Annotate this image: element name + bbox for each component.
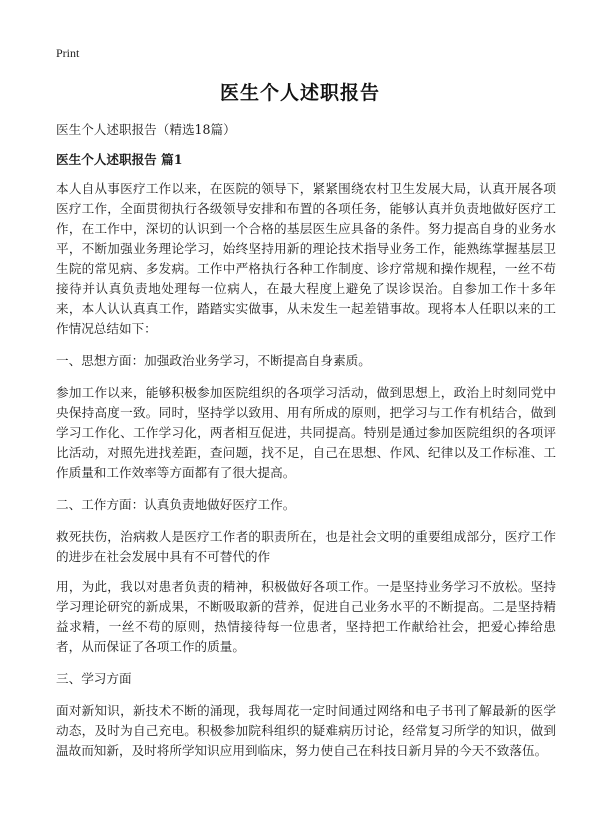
point-heading-study: 三、学习方面 [56, 671, 132, 686]
paragraph-intro: 本人自从事医疗工作以来，在医院的领导下，紧紧围绕农村卫生发展大局，认真开展各项医疗工作，全面贯彻执行各级领导安排和布置的各项任务，能够认真并负责地做好医疗工作，在工作中，深切的认识到一个合格的基层医生应具备的条件。努力提高自身的业务水平，不断加强业务理论学习，始终坚持用新的理论技术指导业务工作，能熟练掌握基层卫生院的常见病、多发病。工作中严格执行各种工作制度、诊疗常规和操作规程，一丝不苟接待并认真负责地处理每一位病人，在最大程度上避免了误诊误治。自参加工作十多年来，本人认认真真工作，踏踏实实做事，从未发生一起差错事故。现将本人任职以来的工作情况总结如下： [56, 181, 556, 336]
document-body [56, 120, 556, 773]
point-heading-work: 二、工作方面：认真负责地做好医疗工作。 [56, 497, 296, 512]
section-heading: 医生个人述职报告 篇1 [56, 152, 183, 167]
document-subtitle: 医生个人述职报告（精选18篇） [56, 122, 236, 137]
paragraph-work-part2: 用，为此，我以对患者负责的精神，积极做好各项工作。一是坚持业务学习不放松。坚持学习理论研究的新成果，不断吸取新的营养，促进自己业务水平的不断提高。二是坚持精益求精，一丝不苟的原则，热情接待每一位患者，坚持把工作献给社会，把爱心捧给患者，从而保证了各项工作的质量。 [56, 579, 556, 654]
paragraph-study: 面对新知识，新技术不断的涌现，我每周花一定时间通过网络和电子书刊了解最新的医学动态，及时为自己充电。积极参加院科组织的疑难病历讨论，经常复习所学的知识，做到温故而知新，及时将所学知识应用到临床，努力使自己在科技日新月异的今天不致落伍。 [56, 703, 556, 758]
page-title: 医生个人述职报告 [219, 82, 380, 104]
point-heading-thought: 一、思想方面：加强政治业务学习，不断提高自身素质。 [56, 353, 371, 368]
print-link[interactable]: Print [56, 46, 80, 60]
paragraph-thought: 参加工作以来，能够积极参加医院组织的各项学习活动，做到思想上，政治上时刻同党中央保持高度一致。同时，坚持学以致用、用有所成的原则，把学习与工作有机结合，做到学习工作化、工作学习化，两者相互促进，共同提高。特别是通过参加医院组织的各项评比活动，对照先进找差距，查问题，找不足，自己在思想、作风、纪律以及工作标准、工作质量和工作效率等方面都有了很大提高。 [56, 385, 556, 480]
paragraph-work-part1: 救死扶伤，治病救人是医疗工作者的职责所在，也是社会文明的重要组成部分，医疗工作的进步在社会发展中具有不可替代的作 [56, 529, 556, 564]
